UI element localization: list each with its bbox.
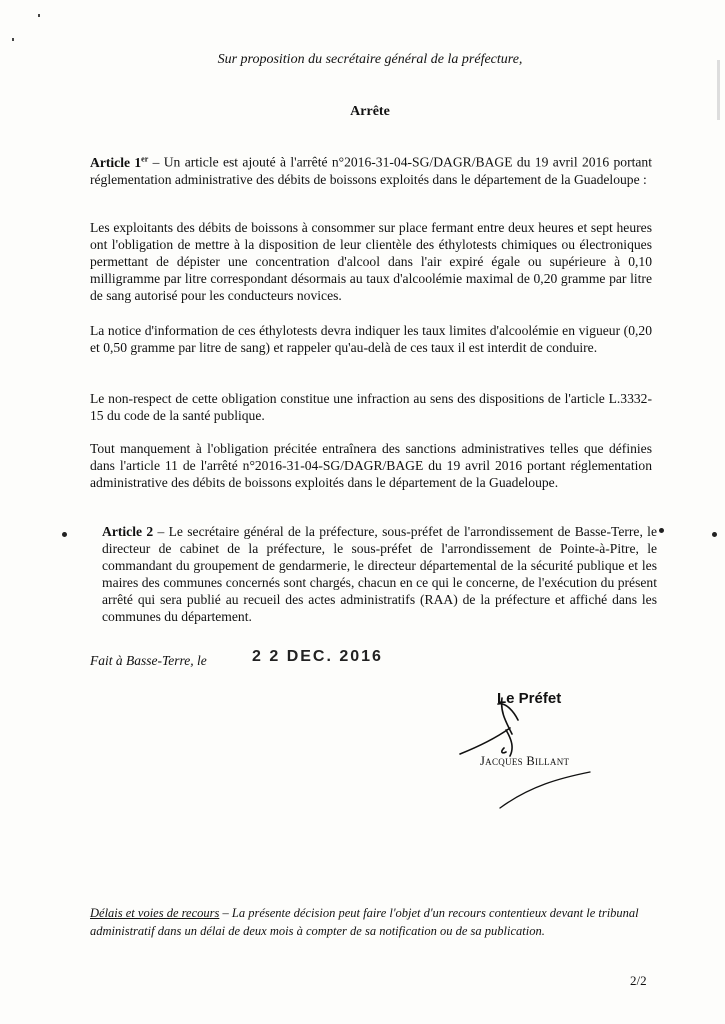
article-1-dash: – — [148, 154, 164, 170]
scan-dot-edge — [712, 532, 717, 537]
article-1 — [90, 150, 652, 188]
appeal-notice-lead: Délais et voies de recours — [90, 906, 220, 920]
appeal-notice — [90, 904, 650, 940]
article-2-label: Article 2 — [102, 524, 154, 539]
scan-dot-left — [62, 532, 67, 537]
date-stamp: 2 2 DEC. 2016 — [252, 648, 383, 665]
scan-speck — [38, 14, 40, 17]
scan-edge-shadow — [717, 60, 720, 120]
handwritten-signature — [440, 690, 640, 810]
scan-dot-right — [659, 528, 664, 533]
page-number: 2/2 — [630, 973, 647, 988]
article-1-label: Article 1er — [90, 154, 149, 170]
place-date-label: Fait à Basse-Terre, le — [90, 653, 207, 668]
document-title: Arrête — [350, 104, 390, 119]
intro-line: Sur proposition du secrétaire général de la préfecture, — [217, 52, 523, 67]
scan-speck — [12, 38, 14, 41]
signatory-name: Jacques Billant — [480, 754, 570, 768]
paragraph-2: La notice d'information de ces éthylotests devra indiquer les taux limites d'alcoolémie en vigueur (0,20 et 0,50 gramme par litre de sang) et rappeler qu'au-delà de ces taux il est interdit de conduire. — [90, 323, 652, 355]
article-2 — [102, 523, 657, 625]
paragraph-3: Le non-respect de cette obligation constitue une infraction au sens des dispositions de l'article L.3332-15 du code de la santé publique. — [90, 391, 652, 423]
appeal-notice-text: La présente décision peut faire l'objet d'un recours contentieux devant le tribunal administratif dans un délai de deux mois à compter de sa notification ou de sa publication. — [90, 906, 639, 938]
article-1-text: Un article est ajouté à l'arrêté n°2016-31-04-SG/DAGR/BAGE du 19 avril 2016 portant réglementation administrative des débits de boissons exploités dans le département de la Guadeloupe : — [90, 154, 652, 187]
paragraph-4: Tout manquement à l'obligation précitée entraînera des sanctions administratives telles que définies dans l'article 11 de l'arrêté n°2016-31-04-SG/DAGR/BAGE du 19 avril 2016 portant réglementation administrative des débits de boissons exploités dans le département de la Guadeloupe. — [90, 441, 652, 490]
article-2-text: Le secrétaire général de la préfecture, sous-préfet de l'arrondissement de Basse-Terre, le directeur de cabinet de la préfecture, le sous-préfet de l'arrondissement de Pointe-à-Pitre, le commandant du groupement de gendarmerie, le directeur départemental de la sécurité publique et les maires des communes concernés sont chargés, chacun en ce qui le concerne, de l'exécution du présent arrêté qui sera publié au recueil des actes administratifs (RAA) de la préfecture et affiché dans les communes du département. — [102, 524, 657, 624]
prefet-stamp: Le Préfet — [497, 690, 562, 707]
article-2-dash: – — [153, 524, 169, 539]
paragraph-1: Les exploitants des débits de boissons à consommer sur place fermant entre deux heures et sept heures ont l'obligation de mettre à la disposition de leur clientèle des éthylotests chimiques ou électroniques permettant de dépister une concentration d'alcool dans l'air expiré égale ou supérieure à 0,10 milligramme par litre correspondant désormais au taux d'alcoolémie maximal de 0,20 gramme par litre de sang autorisé pour les conducteurs novices. — [90, 220, 652, 303]
appeal-notice-dash: – — [219, 906, 232, 920]
